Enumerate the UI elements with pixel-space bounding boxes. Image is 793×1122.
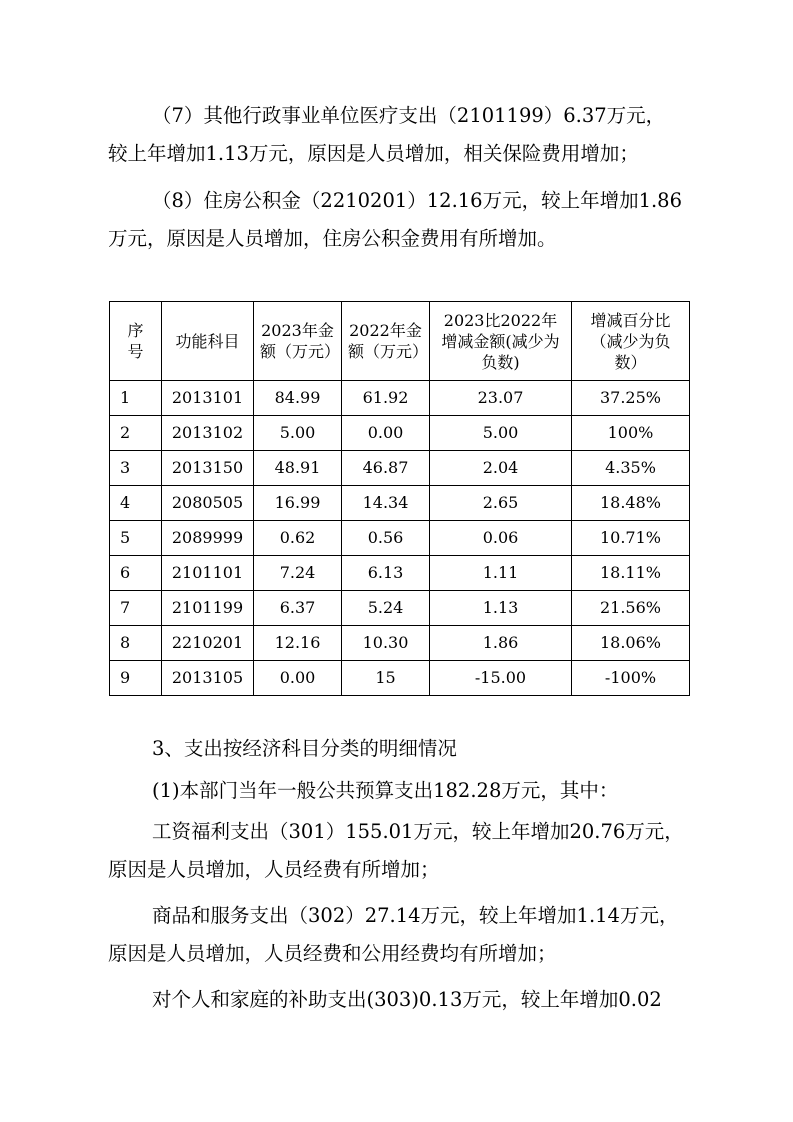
cell-subject: 2089999 xyxy=(162,521,254,556)
cell-2023: 6.37 xyxy=(254,591,342,626)
cell-index: 3 xyxy=(110,451,162,486)
cell-subject: 2210201 xyxy=(162,626,254,661)
cell-subject: 2013150 xyxy=(162,451,254,486)
cell-change: 0.06 xyxy=(430,521,572,556)
text-line: 对个人和家庭的补助支出(303)0.13万元，较上年增加0.02 xyxy=(152,988,662,1011)
section-heading-economic-classification xyxy=(108,730,693,768)
table-header-row xyxy=(110,302,690,381)
text-line: 原因是人员增加，人员经费和公用经费均有所增加； xyxy=(108,942,557,965)
cell-2023: 0.62 xyxy=(254,521,342,556)
header-subject: 功能科目 xyxy=(162,302,254,381)
cell-percent: 18.06% xyxy=(572,626,690,661)
cell-2023: 7.24 xyxy=(254,556,342,591)
cell-change: 1.13 xyxy=(430,591,572,626)
text-line: （7）其他行政事业单位医疗支出（2101199）6.37万元， xyxy=(152,104,666,127)
cell-2023: 0.00 xyxy=(254,661,342,696)
cell-percent: 37.25% xyxy=(572,381,690,416)
table-row xyxy=(110,451,690,486)
table-row xyxy=(110,556,690,591)
cell-2022: 0.56 xyxy=(342,521,430,556)
text-line: 原因是人员增加，人员经费有所增加； xyxy=(108,858,440,881)
cell-subject: 2101101 xyxy=(162,556,254,591)
cell-2022: 0.00 xyxy=(342,416,430,451)
text-line: (1)本部门当年一般公共预算支出182.28万元，其中： xyxy=(152,779,619,802)
paragraph-housing-fund xyxy=(108,182,693,258)
cell-2023: 84.99 xyxy=(254,381,342,416)
cell-2023: 48.91 xyxy=(254,451,342,486)
paragraph-goods-services xyxy=(108,897,693,973)
cell-percent: 21.56% xyxy=(572,591,690,626)
cell-percent: 10.71% xyxy=(572,521,690,556)
cell-subject: 2080505 xyxy=(162,486,254,521)
table-row xyxy=(110,416,690,451)
cell-index: 4 xyxy=(110,486,162,521)
cell-2023: 12.16 xyxy=(254,626,342,661)
paragraph-salary-welfare xyxy=(108,813,693,889)
cell-percent: 18.48% xyxy=(572,486,690,521)
cell-2022: 46.87 xyxy=(342,451,430,486)
cell-index: 9 xyxy=(110,661,162,696)
header-change-percent: 增减百分比（减少为负数） xyxy=(572,302,690,381)
cell-2023: 5.00 xyxy=(254,416,342,451)
table-row xyxy=(110,591,690,626)
cell-2023: 16.99 xyxy=(254,486,342,521)
cell-subject: 2013105 xyxy=(162,661,254,696)
text-line: 工资福利支出（301）155.01万元，较上年增加20.76万元， xyxy=(152,820,684,843)
cell-index: 1 xyxy=(110,381,162,416)
cell-subject: 2101199 xyxy=(162,591,254,626)
paragraph-medical-expense xyxy=(108,97,693,173)
cell-index: 6 xyxy=(110,556,162,591)
cell-change: 23.07 xyxy=(430,381,572,416)
cell-2022: 14.34 xyxy=(342,486,430,521)
text-line: 3、支出按经济科目分类的明细情况 xyxy=(152,737,457,760)
cell-percent: -100% xyxy=(572,661,690,696)
table-row xyxy=(110,626,690,661)
paragraph-general-budget xyxy=(108,772,693,810)
table-row xyxy=(110,521,690,556)
header-2022-amount: 2022年金额（万元） xyxy=(342,302,430,381)
cell-2022: 6.13 xyxy=(342,556,430,591)
header-change-amount: 2023比2022年增减金额(减少为负数) xyxy=(430,302,572,381)
table-row xyxy=(110,381,690,416)
cell-change: 1.11 xyxy=(430,556,572,591)
cell-index: 5 xyxy=(110,521,162,556)
cell-2022: 61.92 xyxy=(342,381,430,416)
text-line: 万元，原因是人员增加，住房公积金费用有所增加。 xyxy=(108,227,557,250)
cell-change: -15.00 xyxy=(430,661,572,696)
text-line: （8）住房公积金（2210201）12.16万元，较上年增加1.86 xyxy=(152,189,682,212)
header-2023-amount: 2023年金额（万元） xyxy=(254,302,342,381)
cell-percent: 100% xyxy=(572,416,690,451)
paragraph-household-subsidy xyxy=(108,981,693,1019)
header-index: 序号 xyxy=(110,302,162,381)
text-line: 较上年增加1.13万元，原因是人员增加，相关保险费用增加； xyxy=(108,142,639,165)
cell-percent: 4.35% xyxy=(572,451,690,486)
cell-index: 7 xyxy=(110,591,162,626)
cell-subject: 2013101 xyxy=(162,381,254,416)
table-row xyxy=(110,661,690,696)
cell-change: 1.86 xyxy=(430,626,572,661)
cell-index: 2 xyxy=(110,416,162,451)
cell-change: 5.00 xyxy=(430,416,572,451)
cell-change: 2.04 xyxy=(430,451,572,486)
cell-change: 2.65 xyxy=(430,486,572,521)
cell-2022: 15 xyxy=(342,661,430,696)
cell-index: 8 xyxy=(110,626,162,661)
text-line: 商品和服务支出（302）27.14万元，较上年增加1.14万元， xyxy=(152,904,679,927)
cell-percent: 18.11% xyxy=(572,556,690,591)
table-row xyxy=(110,486,690,521)
cell-subject: 2013102 xyxy=(162,416,254,451)
cell-2022: 10.30 xyxy=(342,626,430,661)
function-subject-table xyxy=(109,301,690,696)
cell-2022: 5.24 xyxy=(342,591,430,626)
